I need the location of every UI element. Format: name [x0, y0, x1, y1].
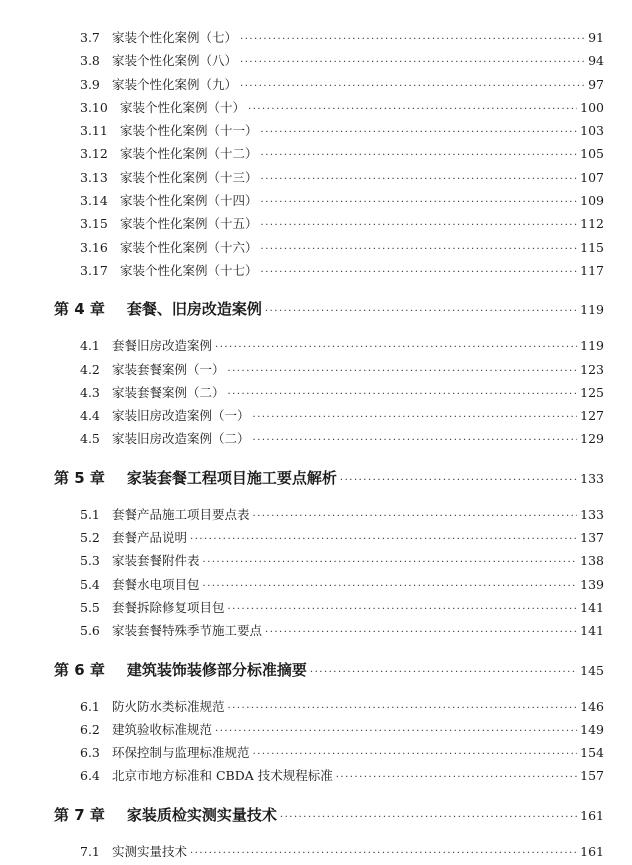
page-number: 119: [580, 338, 604, 354]
section-number: 6.2: [80, 721, 100, 737]
toc-section-entry: [0, 49, 632, 72]
dot-leader: [261, 261, 578, 284]
table-of-contents: [0, 26, 632, 863]
toc-section-entry: [0, 695, 632, 718]
chapter-title: 家装质检实测实量技术: [126, 805, 277, 824]
section-title: 家装个性化案例（十一）: [120, 123, 258, 139]
section-number: 5.3: [80, 553, 100, 569]
toc-section-entry: [0, 96, 632, 119]
toc-section-entry: [0, 212, 632, 235]
toc-section-entry: [0, 619, 632, 642]
section-number: 3.7: [80, 30, 100, 45]
section-title: 家装个性化案例（十四）: [120, 193, 258, 209]
section-number: 3.13: [80, 169, 108, 185]
page-number: 141: [580, 599, 604, 615]
section-number: 3.10: [80, 99, 108, 115]
section-number: 6.4: [80, 768, 100, 784]
page-number: 115: [580, 239, 604, 255]
page-number: 161: [580, 843, 604, 859]
page-number: 141: [580, 623, 604, 639]
dot-leader: [336, 766, 577, 789]
toc-section-entry: [0, 526, 632, 549]
section-title: 家装套餐案例（一）: [112, 361, 225, 377]
section-number: 3.15: [80, 216, 108, 232]
chapter-number: 第 6 章: [54, 660, 105, 679]
section-title: 北京市地方标准和 CBDA 技术规程标准: [112, 768, 333, 784]
toc-section-entry: [0, 573, 632, 596]
toc-section-entry: [0, 718, 632, 741]
chapter-title: 套餐、旧房改造案例: [126, 300, 262, 319]
dot-leader: [228, 598, 578, 621]
section-number: 7.1: [80, 843, 100, 859]
page-number: 112: [580, 216, 604, 232]
section-number: 3.8: [80, 53, 100, 69]
dot-leader: [248, 98, 577, 121]
page-number: 107: [580, 169, 604, 185]
section-title: 家装个性化案例（十三）: [120, 169, 258, 185]
section-title: 套餐水电项目包: [112, 576, 200, 592]
page-number: 137: [580, 530, 604, 546]
section-title: 家装个性化案例（七）: [112, 30, 238, 45]
dot-leader: [310, 658, 577, 688]
toc-section-entry: [0, 764, 632, 787]
dot-leader: [261, 214, 578, 237]
section-title: 环保控制与监理标准规范: [112, 745, 250, 761]
page-number: 149: [580, 721, 604, 737]
toc-section-entry: [0, 334, 632, 357]
section-number: 4.5: [80, 431, 100, 447]
page-number: 119: [580, 302, 604, 318]
dot-leader: [261, 168, 578, 191]
page-number: 127: [580, 408, 604, 424]
dot-leader: [280, 803, 577, 833]
dot-leader: [265, 297, 577, 327]
toc-section-entry: [0, 596, 632, 619]
page-number: 105: [580, 146, 604, 162]
section-title: 家装个性化案例（十六）: [120, 239, 258, 255]
toc-chapter-entry: [0, 655, 632, 685]
page-number: 117: [580, 262, 604, 278]
chapter-number: 第 5 章: [54, 468, 105, 487]
dot-leader: [228, 360, 578, 383]
dot-leader: [265, 621, 577, 644]
toc-section-entry: [0, 236, 632, 259]
chapter-number: 第 7 章: [54, 805, 105, 824]
page-number: 100: [580, 99, 604, 115]
section-number: 6.1: [80, 698, 100, 714]
toc-section-entry: [0, 404, 632, 427]
section-number: 5.1: [80, 506, 100, 522]
section-number: 4.2: [80, 361, 100, 377]
section-number: 3.11: [80, 123, 108, 139]
dot-leader: [253, 429, 578, 452]
dot-leader: [190, 528, 577, 551]
section-title: 家装个性化案例（八）: [112, 53, 238, 69]
chapter-title: 家装套餐工程项目施工要点解析: [126, 468, 337, 487]
toc-section-entry: [0, 166, 632, 189]
dot-leader: [253, 743, 578, 766]
dot-leader: [253, 505, 578, 528]
dot-leader: [203, 551, 578, 574]
section-number: 4.3: [80, 384, 100, 400]
toc-section-entry: [0, 26, 632, 49]
section-title: 建筑验收标准规范: [112, 721, 213, 737]
page-number: 94: [588, 53, 604, 69]
section-title: 家装个性化案例（十七）: [120, 262, 258, 278]
section-number: 3.12: [80, 146, 108, 162]
page-number: 157: [580, 768, 604, 784]
toc-chapter-entry: [0, 463, 632, 493]
toc-section-entry: [0, 741, 632, 764]
dot-leader: [240, 51, 585, 74]
page-number: 138: [580, 553, 604, 569]
section-number: 5.5: [80, 599, 100, 615]
section-title: 家装旧房改造案例（一）: [112, 408, 250, 424]
toc-section-entry: [0, 259, 632, 282]
toc-section-entry: [0, 119, 632, 142]
page-number: 103: [580, 123, 604, 139]
section-title: 实测实量技术: [112, 843, 188, 859]
section-title: 套餐产品施工项目要点表: [112, 506, 250, 522]
toc-chapter-entry: [0, 294, 632, 324]
dot-leader: [215, 720, 577, 743]
toc-section-entry: [0, 503, 632, 526]
toc-section-entry: [0, 358, 632, 381]
dot-leader: [228, 383, 578, 406]
section-number: 3.16: [80, 239, 108, 255]
page-number: 133: [580, 506, 604, 522]
dot-leader: [261, 191, 578, 214]
chapter-number: 第 4 章: [54, 300, 105, 319]
dot-leader: [261, 121, 578, 144]
toc-section-entry: [0, 427, 632, 450]
section-number: 3.17: [80, 262, 108, 278]
section-number: 3.9: [80, 76, 100, 92]
page-number: 146: [580, 698, 604, 714]
page-number: 161: [580, 807, 604, 823]
page-number: 139: [580, 576, 604, 592]
section-title: 家装套餐附件表: [112, 553, 200, 569]
dot-leader: [203, 575, 578, 598]
toc-section-entry: [0, 73, 632, 96]
page-number: 145: [580, 662, 604, 678]
page-number: 123: [580, 361, 604, 377]
dot-leader: [340, 466, 577, 496]
section-title: 家装旧房改造案例（二）: [112, 431, 250, 447]
toc-section-entry: [0, 549, 632, 572]
page-number: 97: [588, 76, 604, 92]
page-number: 125: [580, 384, 604, 400]
dot-leader: [240, 28, 585, 51]
dot-leader: [261, 238, 578, 261]
section-title: 家装个性化案例（十二）: [120, 146, 258, 162]
dot-leader: [261, 144, 578, 167]
toc-section-entry: [0, 189, 632, 212]
section-number: 5.4: [80, 576, 100, 592]
section-title: 套餐产品说明: [112, 530, 188, 546]
toc-section-entry: [0, 142, 632, 165]
dot-leader: [215, 336, 577, 359]
page-number: 129: [580, 431, 604, 447]
page-number: 91: [588, 30, 604, 45]
page-number: 154: [580, 745, 604, 761]
page-number: 133: [580, 470, 604, 486]
toc-section-entry: [0, 381, 632, 404]
section-title: 防火防水类标准规范: [112, 698, 225, 714]
section-title: 家装个性化案例（十）: [120, 99, 246, 115]
dot-leader: [240, 75, 585, 98]
section-number: 5.6: [80, 623, 100, 639]
section-title: 家装个性化案例（九）: [112, 76, 238, 92]
section-number: 5.2: [80, 530, 100, 546]
toc-chapter-entry: [0, 800, 632, 830]
chapter-title: 建筑装饰装修部分标准摘要: [126, 660, 307, 679]
dot-leader: [253, 406, 578, 429]
section-title: 套餐拆除修复项目包: [112, 599, 225, 615]
section-number: 4.4: [80, 408, 100, 424]
page-number: 109: [580, 193, 604, 209]
dot-leader: [190, 842, 577, 865]
section-title: 家装个性化案例（十五）: [120, 216, 258, 232]
section-number: 6.3: [80, 745, 100, 761]
section-number: 4.1: [80, 338, 100, 354]
section-title: 家装套餐案例（二）: [112, 384, 225, 400]
section-title: 套餐旧房改造案例: [112, 338, 213, 354]
dot-leader: [228, 697, 578, 720]
section-title: 家装套餐特殊季节施工要点: [112, 623, 263, 639]
section-number: 3.14: [80, 193, 108, 209]
